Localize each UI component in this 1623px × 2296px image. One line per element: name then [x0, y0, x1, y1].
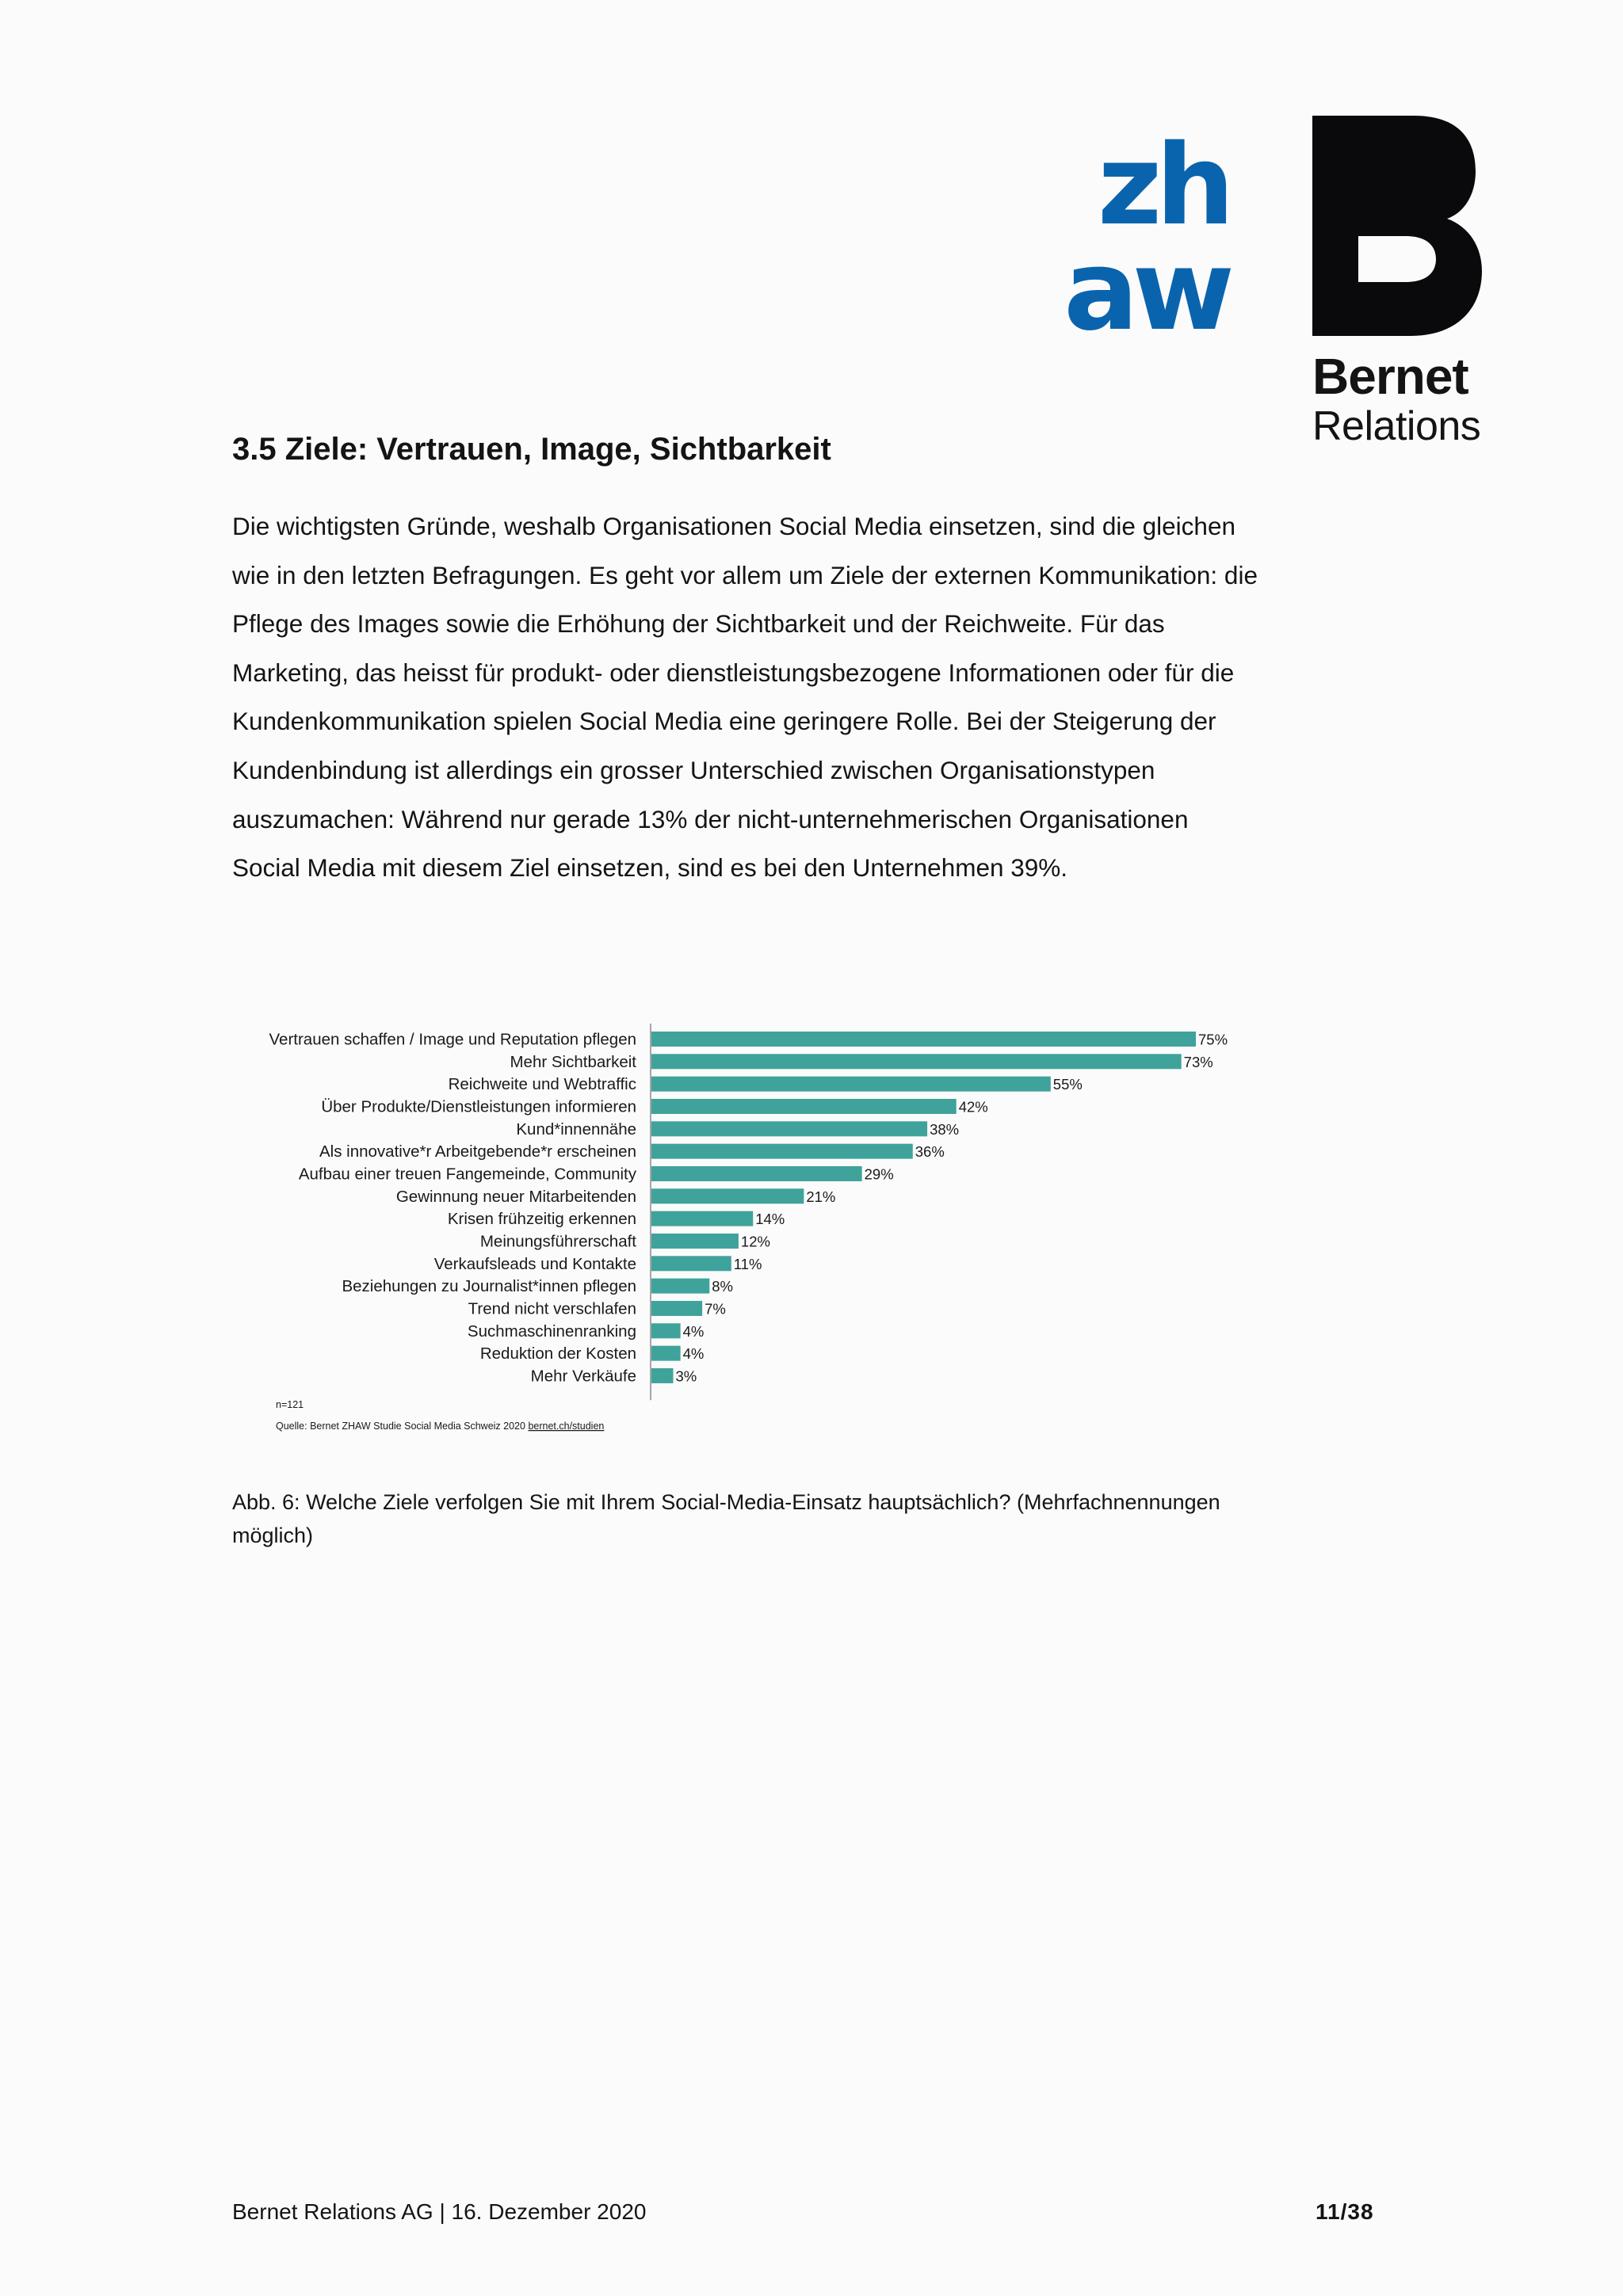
category-label: Suchmaschinenranking [467, 1322, 636, 1341]
zhaw-logo-line2: aw [1064, 227, 1228, 341]
bernet-logo-subtitle: Relations [1312, 403, 1481, 449]
bernet-b-mark [1312, 116, 1482, 336]
category-label: Beziehungen zu Journalist*innen pflegen [342, 1277, 636, 1296]
value-label: 21% [806, 1188, 836, 1205]
value-label: 7% [705, 1300, 726, 1318]
value-label: 55% [1052, 1076, 1083, 1093]
value-label: 29% [864, 1165, 894, 1183]
bar-chart-svg [232, 1019, 1262, 1439]
category-label: Verkaufsleads und Kontakte [433, 1254, 636, 1273]
body-paragraph: Die wichtigsten Gründe, weshalb Organisationen Social Media einsetzen, sind die gleichen wie in den letzten Befragungen. Es geht vor allem um Ziele der externen Kommunikation: die Pflege des Images sowie die Erhöhung der Sichtbarkeit und der Reichweite. Für das Marketing, das heisst für produkt- oder dienstleistungsbezogene Informationen oder für die Kundenkommunikation spielen Social Media eine geringere Rolle. Bei der Steigerung der Kundenbindung ist allerdings ein grosser Unterschied zwischen Organisationstypen auszumachen: Während nur gerade 13% der nicht-unternehmerischen Organisationen Social Media mit diesem Ziel einsetzen, sind es bei den Unternehmen 39%. [232, 512, 1258, 883]
category-label: Als innovative*r Arbeitgebende*r erscheinen [319, 1142, 636, 1161]
category-label: Aufbau einer treuen Fangemeinde, Community [298, 1165, 636, 1184]
value-label: 4% [682, 1345, 705, 1363]
category-label: Meinungsführerschaft [479, 1232, 636, 1251]
category-label: Mehr Sichtbarkeit [510, 1052, 636, 1071]
bar [651, 1323, 681, 1338]
zhaw-logo [1030, 127, 1244, 341]
bar [651, 1279, 709, 1294]
sample-size-label: n=121 [276, 1399, 304, 1410]
zhaw-logo-mark [1030, 127, 1244, 341]
value-label: 73% [1183, 1053, 1213, 1070]
category-label: Über Produkte/Dienstleistungen informieren [321, 1097, 636, 1116]
value-label: 8% [712, 1278, 734, 1295]
value-label: 38% [930, 1120, 960, 1138]
value-label: 75% [1198, 1031, 1228, 1048]
bar [651, 1121, 927, 1136]
category-label: Reichweite und Webtraffic [448, 1075, 636, 1094]
category-label: Krisen frühzeitig erkennen [447, 1210, 636, 1229]
bar-chart [232, 1019, 1262, 1439]
section-title: 3.5 Ziele: Vertrauen, Image, Sichtbarkeit [232, 432, 831, 467]
bar [651, 1188, 804, 1203]
bar [651, 1099, 957, 1114]
category-label: Mehr Verkäufe [530, 1367, 636, 1386]
bar [651, 1211, 753, 1226]
bar [651, 1346, 681, 1361]
value-label: 3% [675, 1367, 697, 1385]
zhaw-logo-line1: zh [1097, 127, 1228, 250]
value-label: 14% [755, 1211, 785, 1228]
value-label: 42% [958, 1098, 988, 1116]
bernet-relations-logo [1312, 116, 1503, 450]
category-label: Trend nicht verschlafen [468, 1299, 636, 1318]
bar [651, 1368, 673, 1383]
bernet-logo-name: Bernet [1312, 348, 1468, 405]
category-label: Vertrauen schaffen / Image und Reputation pflegen [269, 1030, 636, 1049]
bar [651, 1077, 1051, 1092]
source-label: Quelle: Bernet ZHAW Studie Social Media Schweiz 2020 bernet.ch/studien [276, 1421, 605, 1432]
value-label: 11% [733, 1255, 762, 1272]
bar [651, 1166, 862, 1181]
value-label: 12% [740, 1233, 770, 1250]
bar [651, 1054, 1182, 1069]
value-label: 36% [915, 1143, 945, 1161]
category-label: Kund*innennähe [516, 1119, 636, 1138]
page-number: 11/38 [1316, 2199, 1374, 2224]
category-label: Gewinnung neuer Mitarbeitenden [395, 1187, 636, 1206]
bar [651, 1256, 731, 1271]
category-label: Reduktion der Kosten [479, 1344, 636, 1363]
bar [651, 1301, 702, 1316]
bar [651, 1144, 913, 1159]
bar [651, 1234, 739, 1249]
source-link[interactable]: bernet.ch/studien [528, 1421, 605, 1432]
bar [651, 1032, 1196, 1047]
footer-company-date: Bernet Relations AG | 16. Dezember 2020 [232, 2199, 647, 2224]
value-label: 4% [682, 1322, 705, 1340]
figure-caption: Abb. 6: Welche Ziele verfolgen Sie mit Ihrem Social-Media-Einsatz hauptsächlich? (Mehrfachnennungen möglich) [232, 1490, 1220, 1547]
